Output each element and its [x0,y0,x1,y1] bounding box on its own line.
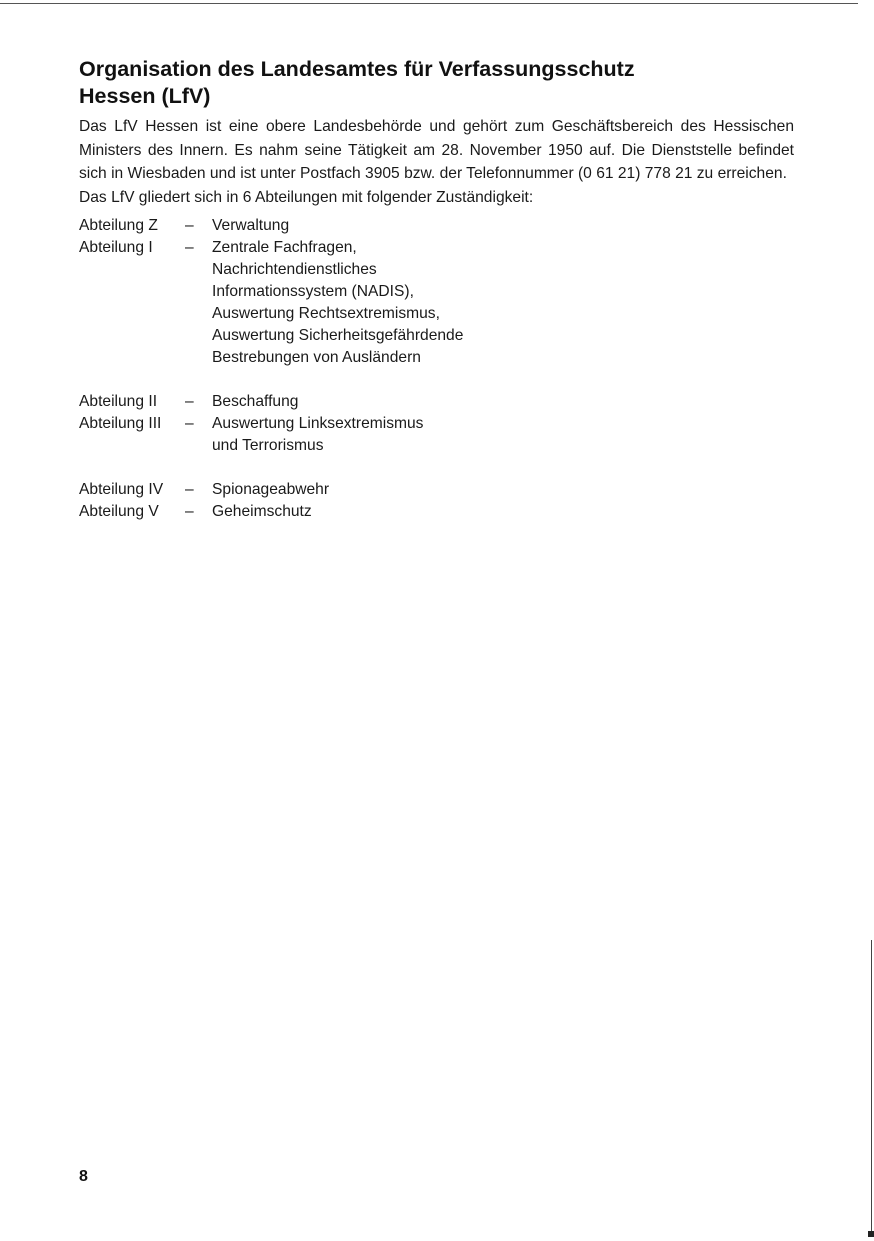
department-tasks [212,391,794,413]
page-number: 8 [79,1168,88,1185]
title-line-2: Hessen (LfV) [79,84,211,108]
department-tasks [212,215,794,237]
department-tasks [212,501,794,523]
department-task: Beschaffung [212,393,299,410]
department-tasks [212,413,794,457]
department-task: Informationssystem (NADIS), [212,283,414,300]
department-name: Abteilung Z [79,217,158,234]
department-task: Bestrebungen von Ausländern [212,349,421,366]
department-dash: – [185,217,194,234]
department-dash: – [185,393,194,410]
department-task: Auswertung Sicherheitsgefährdende [212,327,464,344]
department-row-v [79,501,794,523]
department-task: Zentrale Fachfragen, [212,239,357,256]
top-rule [0,3,858,4]
department-name: Abteilung IV [79,481,164,498]
intro-text: Das LfV Hessen ist eine obere Landesbehörde und gehört zum Geschäftsbereich des Hessischen Ministers des Innern. Es nahm seine Tätigkeit am 28. November 1950 auf. Die Dienststelle befindet sich in Wiesbaden und ist unter Postfach 3905 bzw. der Telefonnummer (0 61 21) 778 21 zu erreichen. [79,118,794,182]
department-dash: – [185,415,194,432]
department-name: Abteilung I [79,239,153,256]
department-dash: – [185,481,194,498]
department-task: Auswertung Linksextremismus [212,415,424,432]
department-task: Spionageabwehr [212,481,330,498]
scan-edge-line [871,940,872,1235]
department-name: Abteilung V [79,503,159,520]
department-tasks [212,479,794,501]
department-task: Verwaltung [212,217,290,234]
department-list [79,215,794,523]
department-task: und Terrorismus [212,437,324,454]
department-tasks [212,237,794,369]
department-dash: – [185,503,194,520]
department-name: Abteilung III [79,415,162,432]
intro-text-departments: Das LfV gliedert sich in 6 Abteilungen mit folgender Zuständigkeit: [79,188,534,206]
department-dash: – [185,239,194,256]
department-row-i [79,237,794,369]
department-task: Auswertung Rechtsextremismus, [212,305,440,322]
title-line-1: Organisation des Landesamtes für Verfassungsschutz [79,57,635,81]
document-page [79,56,794,523]
department-task: Nachrichtendienstliches [212,261,377,278]
department-row-z [79,215,794,237]
department-name: Abteilung II [79,393,158,410]
department-task: Geheimschutz [212,503,312,520]
document-title [79,56,794,110]
intro-paragraph [79,115,794,209]
department-row-iii [79,413,794,457]
department-row-ii [79,391,794,413]
department-row-iv [79,479,794,501]
scan-corner-mark [868,1231,874,1237]
